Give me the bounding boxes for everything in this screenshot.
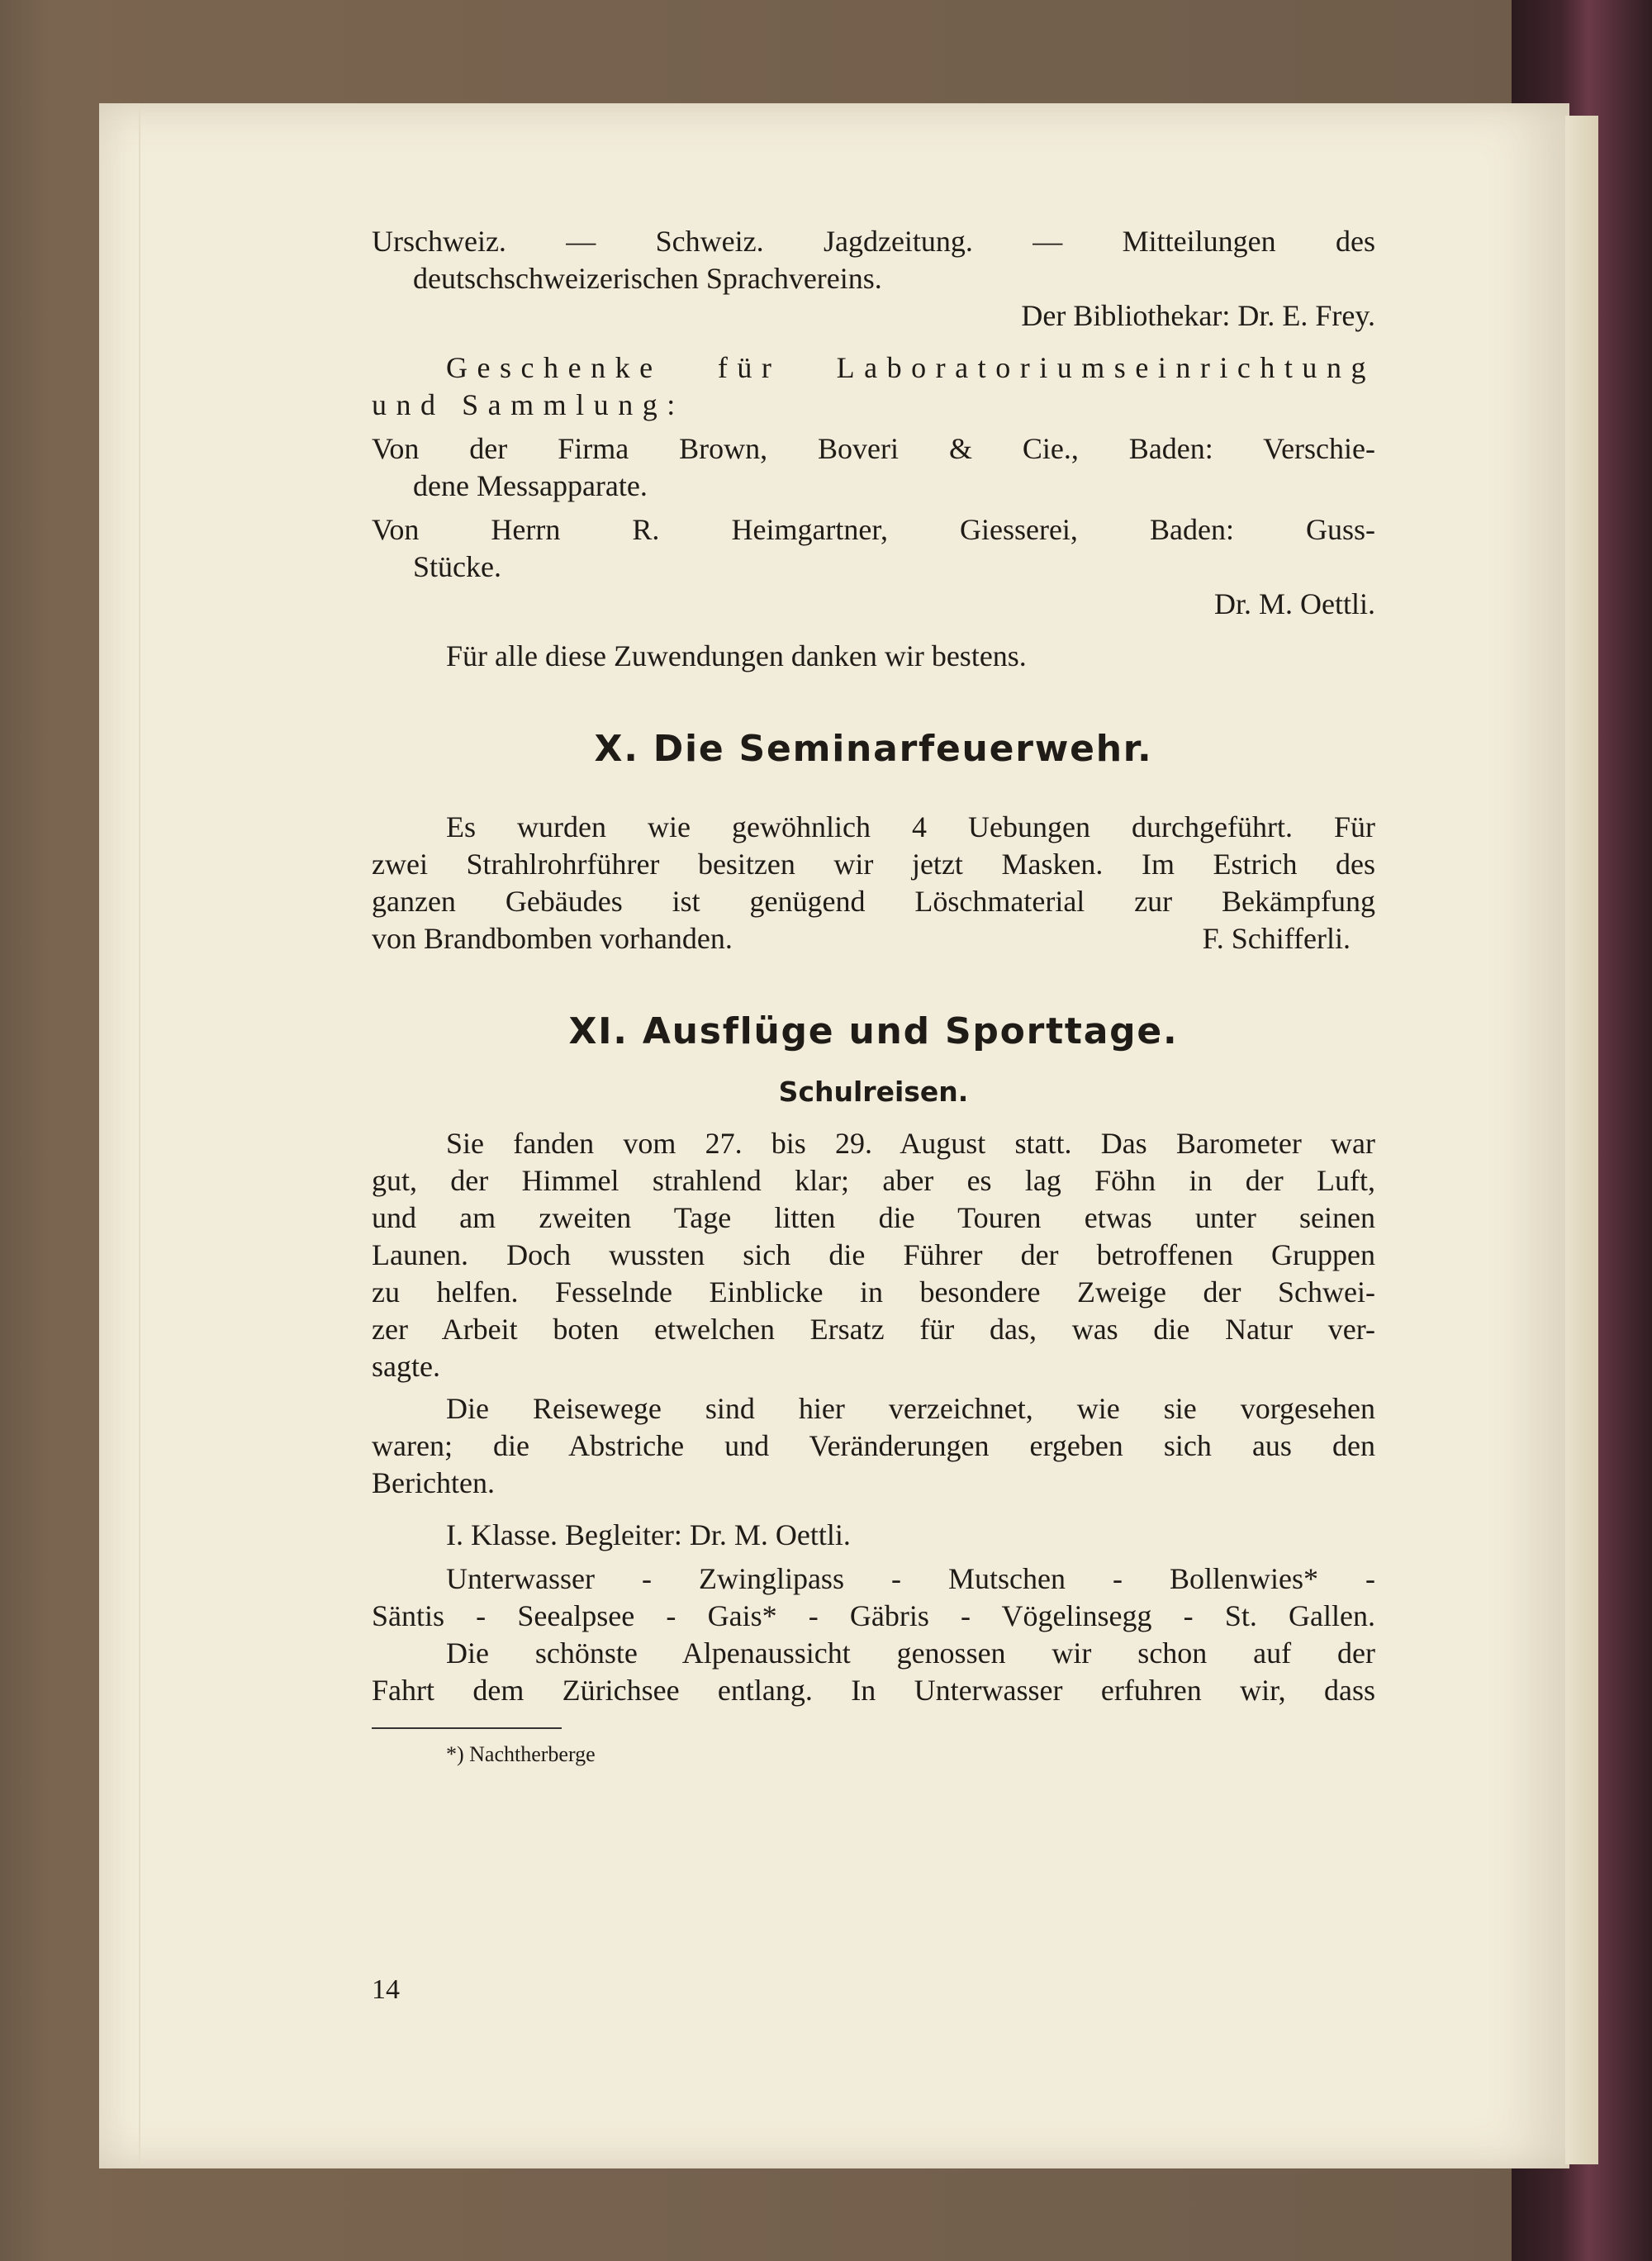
section-label: und Sammlung: — [372, 388, 685, 421]
section-heading-xi: XI. Ausflüge und Sporttage. — [568, 1010, 1179, 1052]
text-line: gut, der Himmel strahlend klar; aber es lag Föhn in der Luft, — [372, 1164, 1375, 1197]
page-text — [372, 223, 1375, 1769]
text-line: und am zweiten Tage litten die Touren etwas unter seinen — [372, 1201, 1375, 1234]
signature: F. Schifferli. — [1202, 922, 1351, 955]
route-line: Säntis - Seealpsee - Gais* - Gäbris - Vögelinsegg - St. Gallen. — [372, 1599, 1375, 1632]
signature-line: Der Bibliothekar: Dr. E. Frey. — [1021, 299, 1375, 332]
section-label: Geschenke für Laboratoriumseinrichtung — [446, 351, 1375, 384]
subheading: Schulreisen. — [778, 1076, 969, 1108]
footnote: *) Nachtherberge — [446, 1742, 596, 1766]
page-edge — [1565, 116, 1598, 2164]
text-line: Launen. Doch wussten sich die Führer der betroffenen Gruppen — [372, 1238, 1375, 1271]
text-line: Von Herrn R. Heimgartner, Giesserei, Baden: Guss- — [372, 513, 1375, 546]
text-line: zu helfen. Fesselnde Einblicke in besondere Zweige der Schwei- — [372, 1275, 1375, 1309]
footnote-rule — [372, 1727, 562, 1729]
text-line: Urschweiz. — Schweiz. Jagdzeitung. — Mitteilungen des — [372, 225, 1375, 258]
text-line: zer Arbeit boten etwelchen Ersatz für das, was die Natur ver- — [372, 1313, 1375, 1346]
text-line: Stücke. — [413, 550, 501, 583]
text-line-with-signature — [372, 920, 1375, 957]
text-line: dene Messapparate. — [413, 469, 648, 502]
text-line: Sie fanden vom 27. bis 29. August statt. Das Barometer war — [446, 1127, 1375, 1160]
text-line: sagte. — [372, 1350, 440, 1383]
text-line: Von der Firma Brown, Boveri & Cie., Baden: Verschie- — [372, 432, 1375, 465]
text-line: Die schönste Alpenaussicht genossen wir schon auf der — [446, 1636, 1375, 1670]
page-number: 14 — [372, 1974, 400, 2005]
gutter-line — [139, 103, 140, 2168]
class-label: I. Klasse. Begleiter: Dr. M. Oettli. — [446, 1518, 851, 1551]
text-line: deutschschweizerischen Sprachvereins. — [413, 262, 882, 295]
text-line: Fahrt dem Zürichsee entlang. In Unterwasser erfuhren wir, dass — [372, 1674, 1375, 1707]
signature-line: Dr. M. Oettli. — [1214, 587, 1375, 620]
text-line: von Brandbomben vorhanden. — [372, 922, 733, 955]
text-line: Die Reisewege sind hier verzeichnet, wie sie vorgesehen — [446, 1392, 1375, 1425]
text-line: waren; die Abstriche und Veränderungen ergeben sich aus den — [372, 1429, 1375, 1462]
text-line: Berichten. — [372, 1466, 495, 1499]
text-line: zwei Strahlrohrführer besitzen wir jetzt Masken. Im Estrich des — [372, 848, 1375, 881]
route-line: Unterwasser - Zwinglipass - Mutschen - Bollenwies* - — [446, 1562, 1375, 1595]
section-heading-x: X. Die Seminarfeuerwehr. — [594, 728, 1153, 770]
text-line: Es wurden wie gewöhnlich 4 Uebungen durchgeführt. Für — [446, 810, 1375, 843]
text-line: Für alle diese Zuwendungen danken wir bestens. — [446, 639, 1027, 672]
text-line: ganzen Gebäudes ist genügend Löschmaterial zur Bekämpfung — [372, 885, 1375, 918]
